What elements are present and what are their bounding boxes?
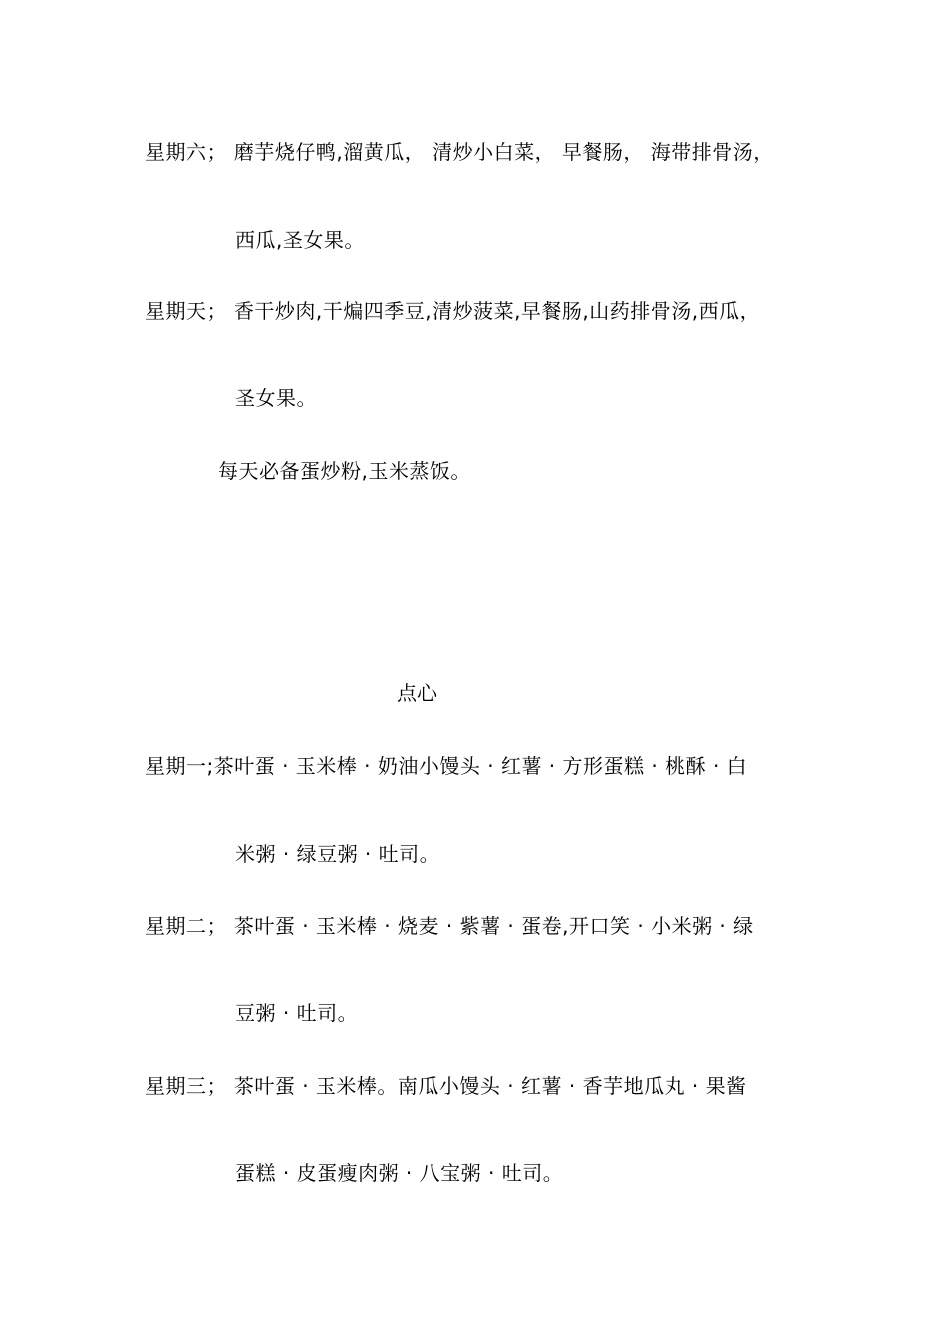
monday-snack-line-2: 米粥 · 绿豆粥 · 吐司。: [235, 842, 441, 866]
wednesday-snack-line-2: 蛋糕 · 皮蛋瘦肉粥 · 八宝粥 · 吐司。: [235, 1161, 564, 1185]
daily-note: 每天必备蛋炒粉,玉米蒸饭。: [218, 459, 471, 483]
sunday-menu-line-2: 圣女果。: [235, 386, 317, 410]
sunday-menu-line-1: 星期天； 香干炒肉,干煸四季豆,清炒菠菜,早餐肠,山药排骨汤,西瓜，: [145, 299, 761, 323]
snacks-heading: 点心: [397, 681, 437, 705]
tuesday-snack-line-1: 星期二； 茶叶蛋 · 玉米棒 · 烧麦 · 紫薯 · 蛋卷,开口笑 · 小米粥 · 绿: [145, 914, 754, 938]
saturday-menu-line-2: 西瓜,圣女果。: [235, 228, 365, 252]
tuesday-snack-line-2: 豆粥 · 吐司。: [235, 1001, 359, 1025]
wednesday-snack-line-1: 星期三； 茶叶蛋 · 玉米棒。南瓜小馒头 · 红薯 · 香芋地瓜丸 · 果酱: [145, 1074, 747, 1098]
saturday-menu-line-1: 星期六； 磨芋烧仔鸭,溜黄瓜， 清炒小白菜， 早餐肠， 海带排骨汤，: [145, 140, 774, 164]
monday-snack-line-1: 星期一;茶叶蛋 · 玉米棒 · 奶油小馒头 · 红薯 · 方形蛋糕 · 桃酥 · 白: [145, 754, 748, 778]
